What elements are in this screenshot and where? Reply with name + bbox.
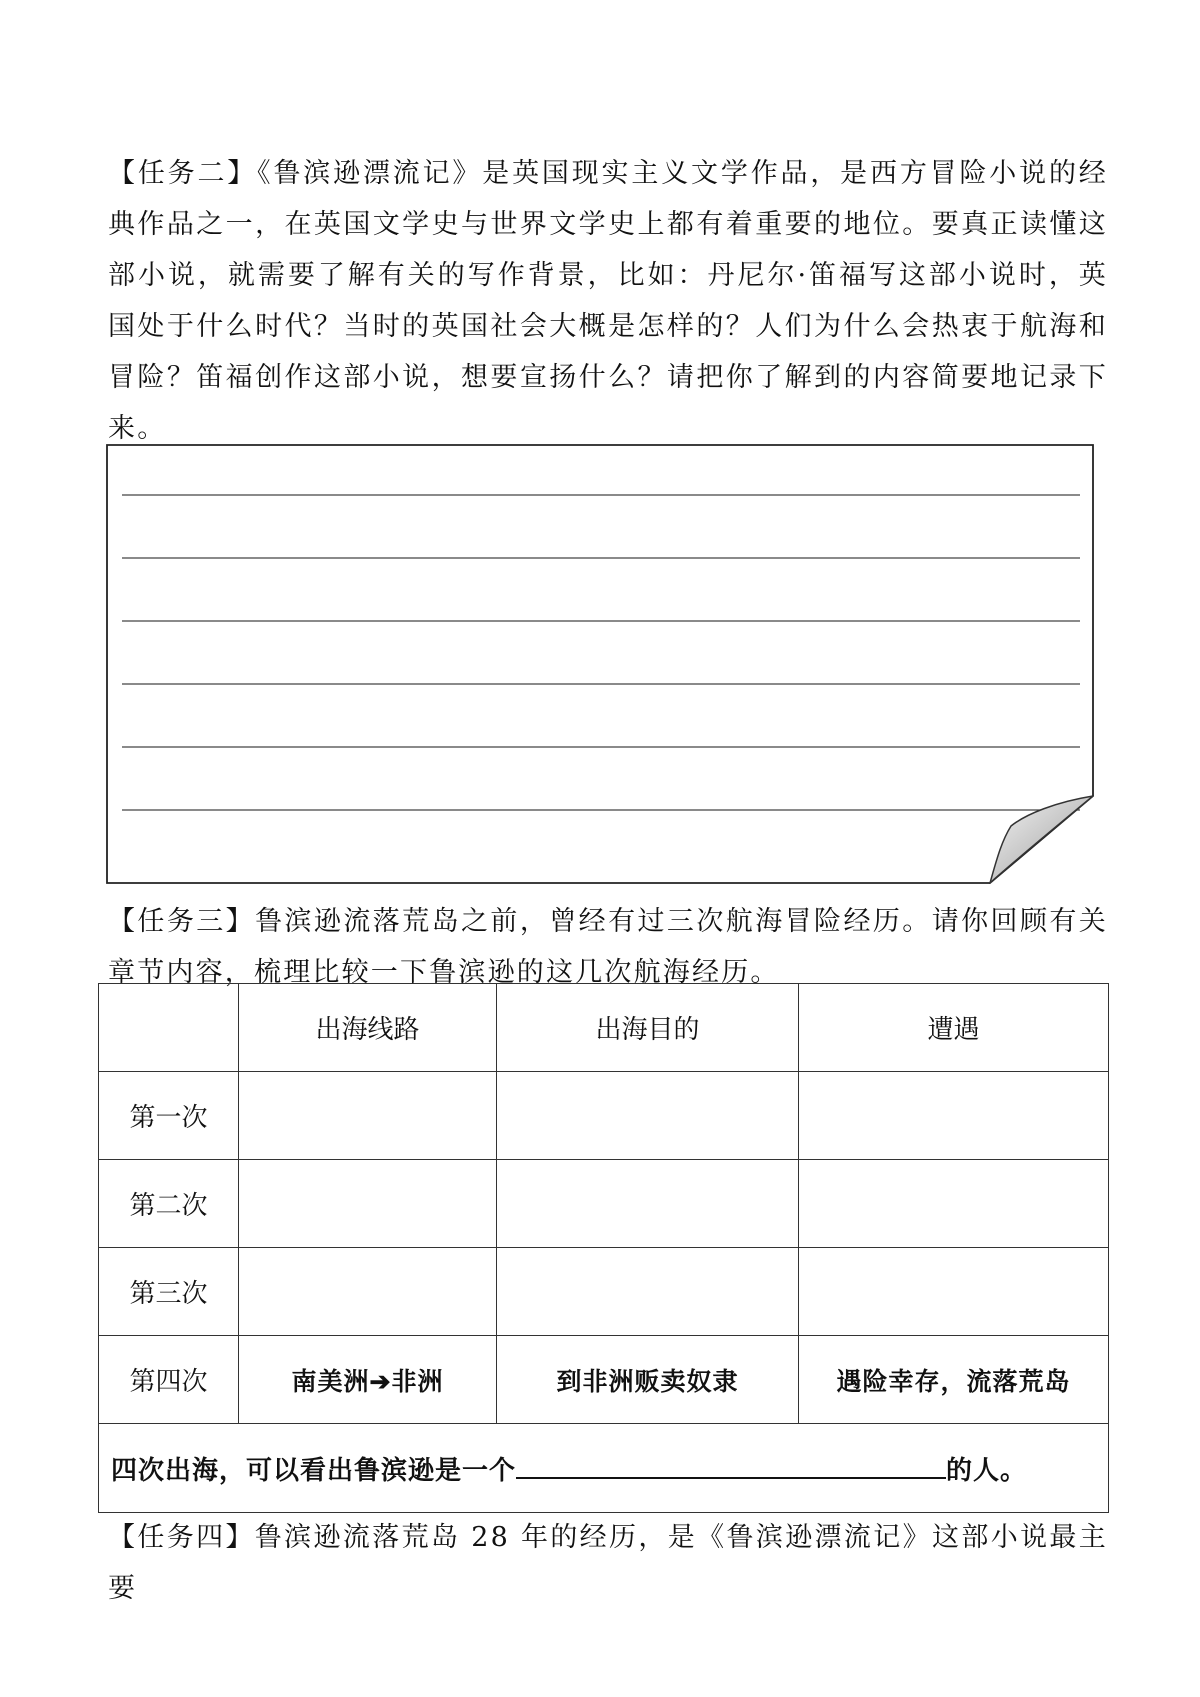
table-row [99,1336,1109,1424]
answer-writing-box[interactable] [106,444,1094,884]
purpose-cell: 到非洲贩卖奴隶 [497,1336,799,1424]
row-label: 第二次 [99,1160,239,1248]
purpose-cell[interactable] [497,1248,799,1336]
task4-paragraph: 【任务四】鲁滨逊流落荒岛 28 年的经历，是《鲁滨逊漂流记》这部小说最主要 [108,1522,1108,1604]
row-label: 第四次 [99,1336,239,1424]
route-cell[interactable] [239,1072,497,1160]
route-cell: 南美洲➔非洲 [239,1336,497,1424]
header-encounter: 遭遇 [799,984,1109,1072]
route-cell[interactable] [239,1160,497,1248]
conclusion-blank[interactable] [516,1451,946,1479]
conclusion-cell [99,1424,1109,1513]
route-cell[interactable] [239,1248,497,1336]
row-label: 第三次 [99,1248,239,1336]
header-purpose: 出海目的 [497,984,799,1072]
conclusion-row [99,1424,1109,1513]
purpose-cell[interactable] [497,1072,799,1160]
encounter-cell: 遇险幸存，流落荒岛 [799,1336,1109,1424]
table-row [99,1072,1109,1160]
row-label: 第一次 [99,1072,239,1160]
header-empty-cell [99,984,239,1072]
task3-paragraph: 【任务三】鲁滨逊流落荒岛之前，曾经有过三次航海冒险经历。请你回顾有关章节内容，梳理比较一下鲁滨逊的这几次航海经历。 [108,906,1108,988]
purpose-cell[interactable] [497,1160,799,1248]
header-route: 出海线路 [239,984,497,1072]
encounter-cell[interactable] [799,1160,1109,1248]
conclusion-prefix: 四次出海，可以看出鲁滨逊是一个 [111,1455,517,1486]
table-row [99,1160,1109,1248]
voyage-comparison-table [98,983,1109,1513]
table-row [99,1248,1109,1336]
encounter-cell[interactable] [799,1248,1109,1336]
conclusion-suffix: 的人。 [946,1455,1028,1486]
task2-paragraph: 【任务二】《鲁滨逊漂流记》是英国现实主义文学作品，是西方冒险小说的经典作品之一，在英国文学史与世界文学史上都有着重要的地位。要真正读懂这部小说，就需要了解有关的写作背景，比如：丹尼尔·笛福写这部小说时，英国处于什么时代？当时的英国社会大概是怎样的？人们为什么会热衷于航海和冒险？笛福创作这部小说，想要宣扬什么？请把你了解到的内容简要地记录下来。 [108,158,1108,444]
encounter-cell[interactable] [799,1072,1109,1160]
table-header-row [99,984,1109,1072]
answer-box-frame [106,444,1094,884]
